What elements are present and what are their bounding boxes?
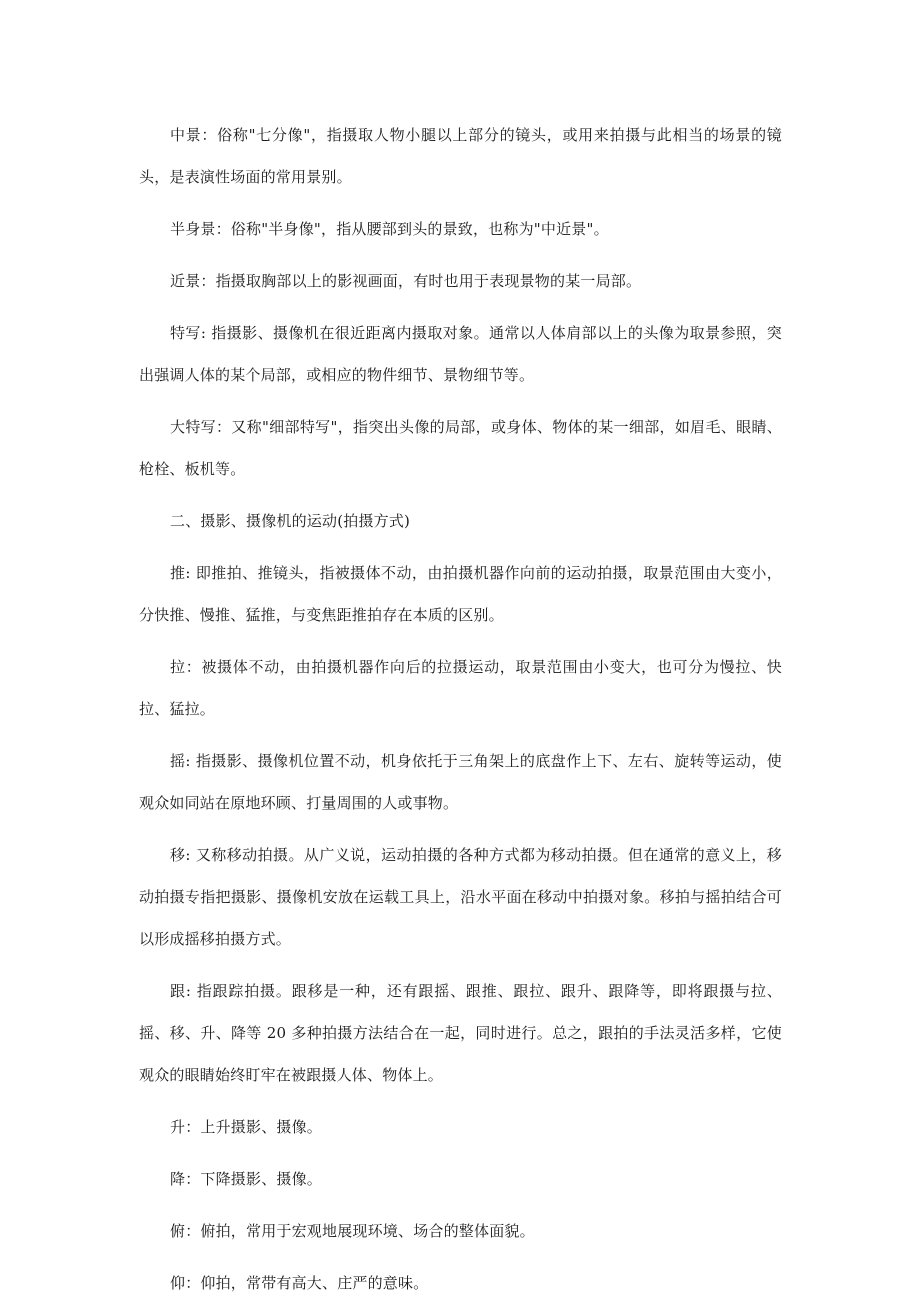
paragraph-extreme-close-up: 大特写：又称"细部特写"，指突出头像的局部，或身体、物体的某一细部，如眉毛、眼睛、枪栓、板机等。 (139, 418, 782, 478)
paragraph-move: 移: 又称移动拍摄。从广义说，运动拍摄的各种方式都为移动拍摄。但在通常的意义上，移动拍摄专指把摄影、摄像机安放在运载工具上，沿水平面在移动中拍摄对象。移拍与摇拍结合可以形成摇移拍摄方式。 (139, 846, 782, 948)
document-page (139, 114, 782, 1314)
paragraph-descend: 降：下降摄影、摄像。 (170, 1170, 323, 1188)
paragraph-medium-shot: 中景：俗称"七分像"，指摄取人物小腿以上部分的镜头，或用来拍摄与此相当的场景的镜头，是表演性场面的常用景别。 (139, 126, 782, 186)
paragraph-pan: 摇: 指摄影、摄像机位置不动，机身依托于三角架上的底盘作上下、左右、旋转等运动，使观众如同站在原地环顾、打量周围的人或事物。 (139, 752, 782, 812)
paragraph-pull: 拉：被摄体不动，由拍摄机器作向后的拉摄运动，取景范围由小变大，也可分为慢拉、快拉、猛拉。 (139, 658, 782, 718)
paragraph-rise: 升：上升摄影、摄像。 (170, 1118, 323, 1136)
paragraph-low-angle: 仰：仰拍，常带有高大、庄严的意味。 (170, 1274, 429, 1292)
paragraph-close-shot: 近景：指摄取胸部以上的影视画面，有时也用于表现景物的某一局部。 (170, 272, 642, 290)
paragraph-follow: 跟: 指跟踪拍摄。跟移是一种，还有跟摇、跟推、跟拉、跟升、跟降等，即将跟摄与拉、摇、移、升、降等 20 多种拍摄方法结合在一起，同时进行。总之，跟拍的手法灵活多样，它使观众的眼睛始终盯牢在被跟摄人体、物体上。 (139, 982, 782, 1084)
section-heading-camera-movement: 二、摄影、摄像机的运动(拍摄方式) (170, 512, 411, 530)
paragraph-push: 推: 即推拍、推镜头，指被摄体不动，由拍摄机器作向前的运动拍摄，取景范围由大变小，分快推、慢推、猛推，与变焦距推拍存在本质的区别。 (139, 564, 782, 624)
paragraph-high-angle: 俯：俯拍，常用于宏观地展现环境、场合的整体面貌。 (170, 1222, 535, 1240)
paragraph-half-body-shot: 半身景：俗称"半身像"，指从腰部到头的景致，也称为"中近景"。 (170, 220, 609, 238)
paragraph-close-up: 特写: 指摄影、摄像机在很近距离内摄取对象。通常以人体肩部以上的头像为取景参照，突出强调人体的某个局部，或相应的物件细节、景物细节等。 (139, 324, 782, 384)
